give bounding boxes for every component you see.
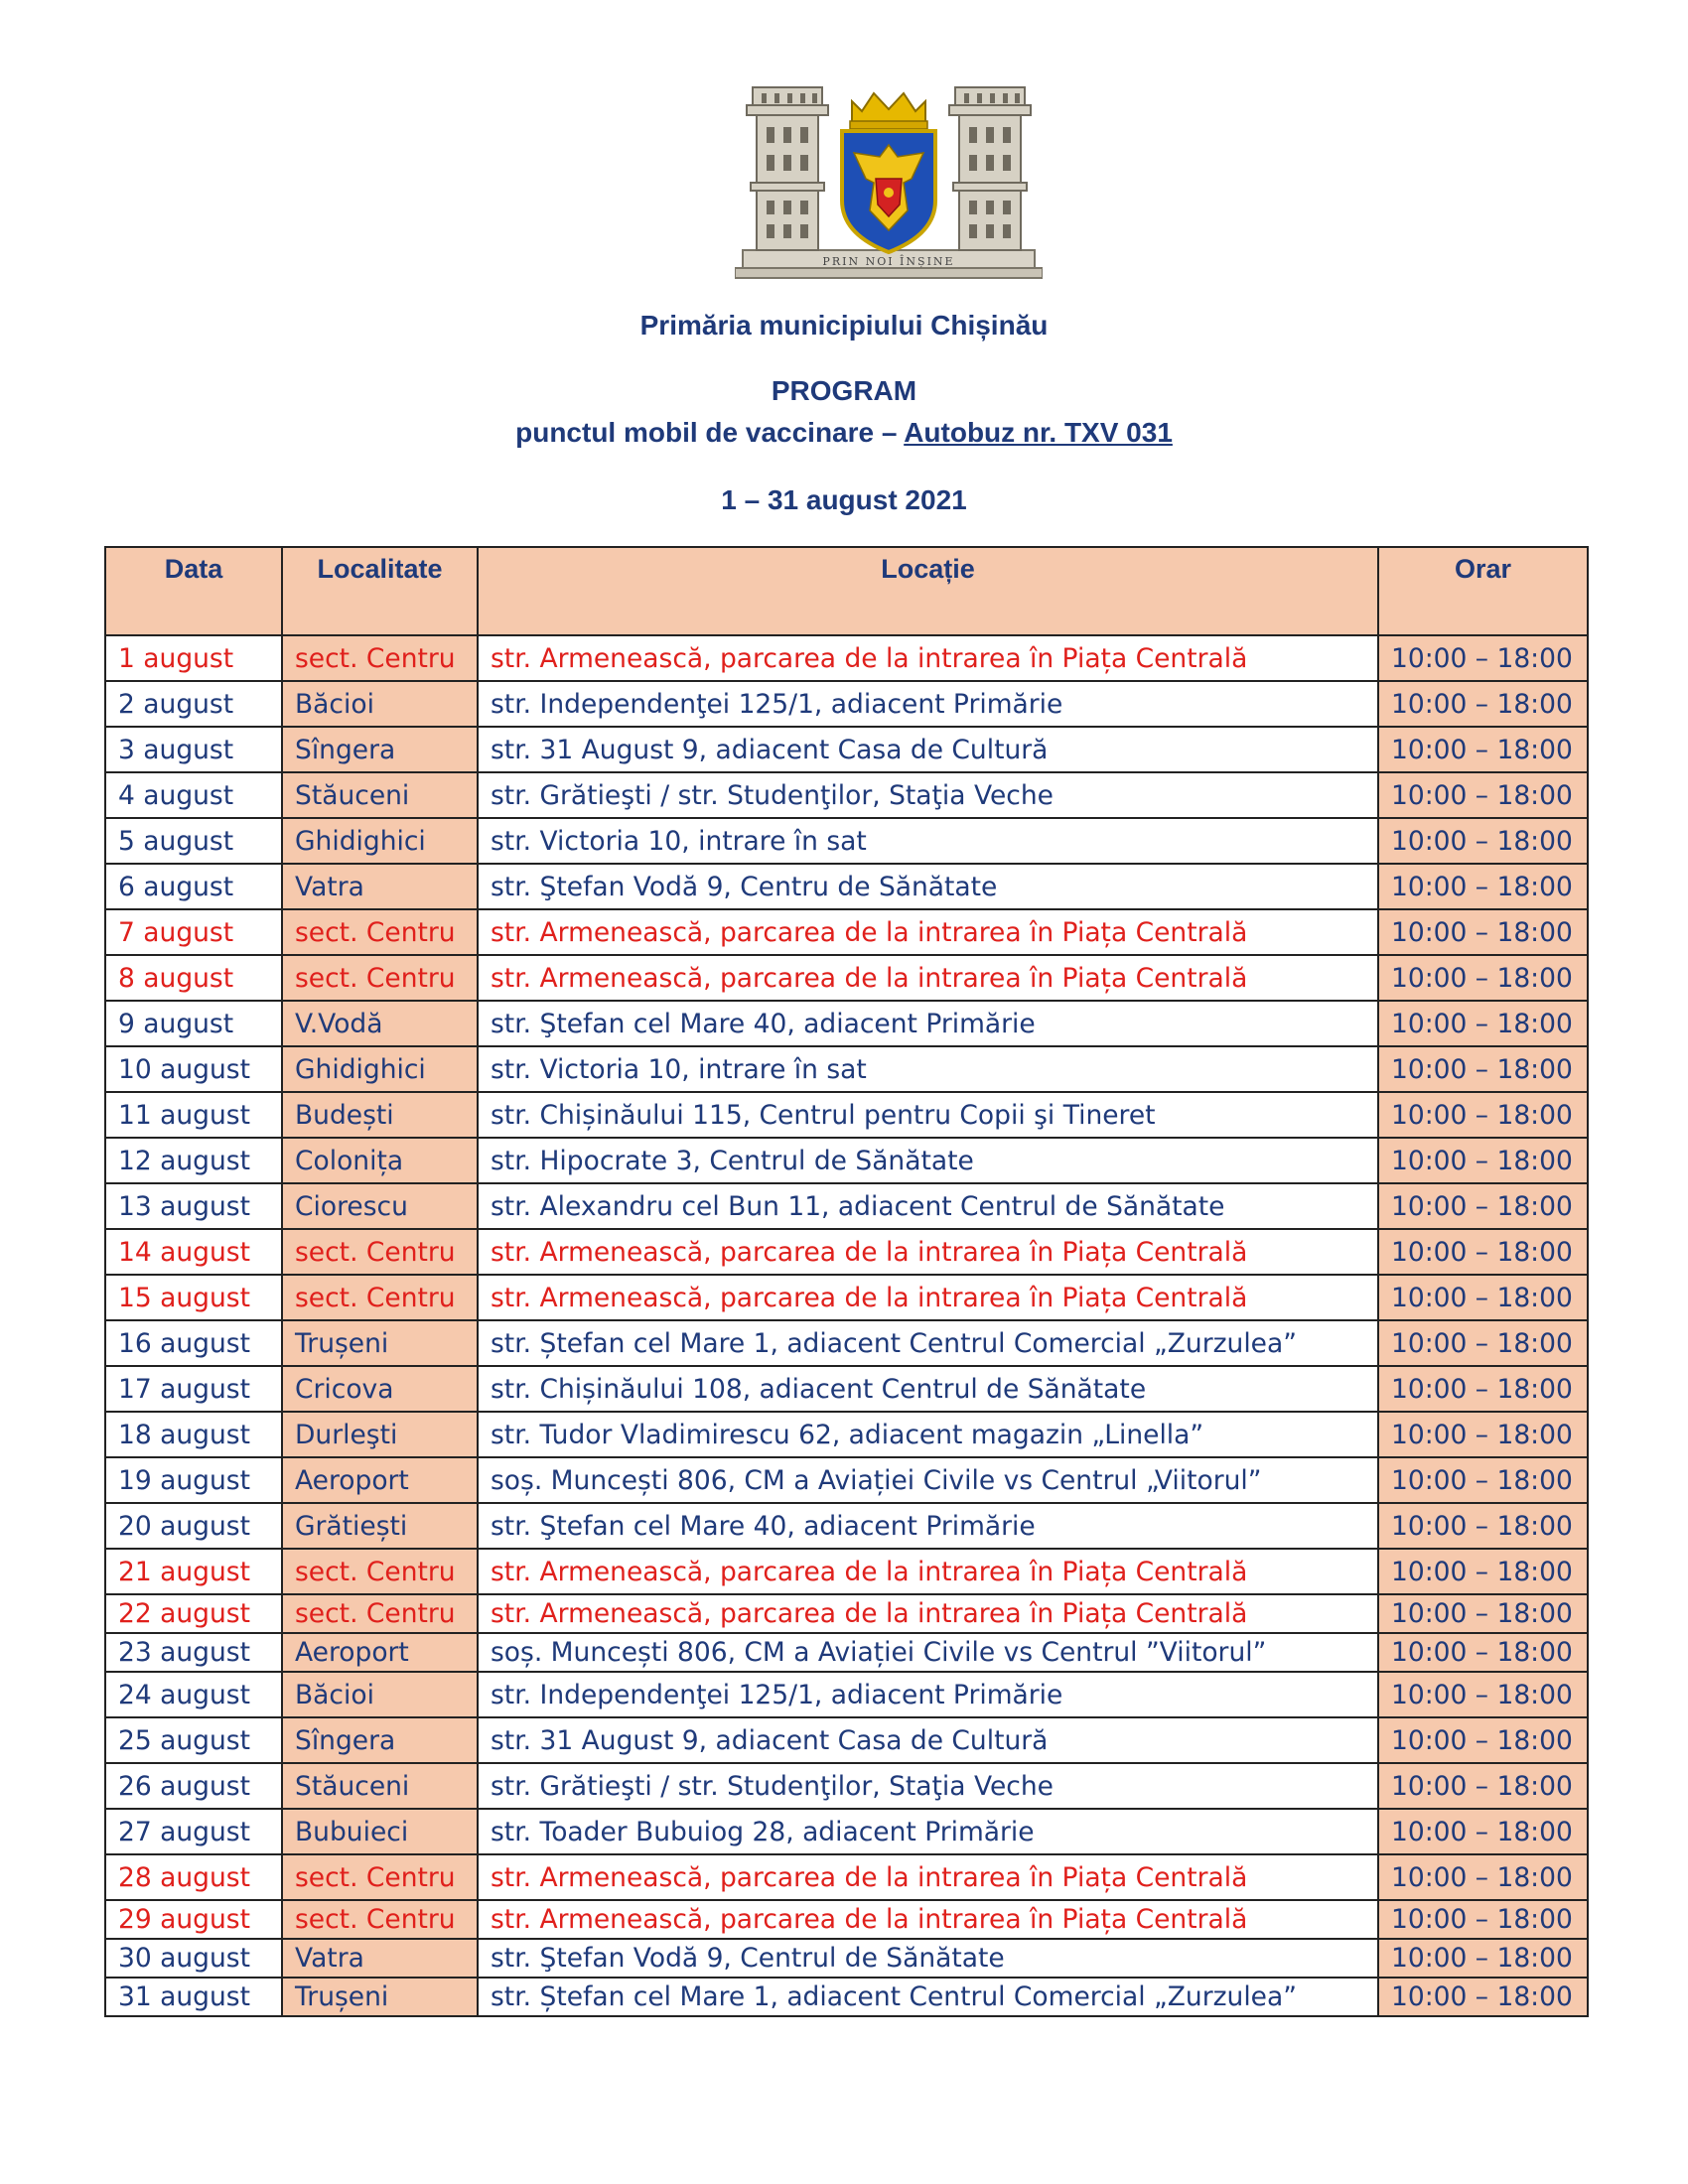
cell-date: 15 august [105, 1275, 282, 1320]
table-row [105, 1183, 1588, 1229]
cell-date: 28 august [105, 1854, 282, 1900]
program-subtitle [0, 417, 1688, 449]
cell-hours: 10:00 – 18:00 [1378, 818, 1588, 864]
cell-location: str. 31 August 9, adiacent Casa de Cultură [478, 727, 1378, 772]
table-row [105, 1138, 1588, 1183]
cell-locality: Trușeni [282, 1978, 478, 2016]
cell-hours: 10:00 – 18:00 [1378, 1412, 1588, 1457]
cell-date: 16 august [105, 1320, 282, 1366]
cell-hours: 10:00 – 18:00 [1378, 1320, 1588, 1366]
cell-date: 7 august [105, 909, 282, 955]
cell-date: 20 august [105, 1503, 282, 1549]
program-label: PROGRAM [771, 375, 917, 406]
cell-location: str. Chișinăului 115, Centrul pentru Copii şi Tineret [478, 1092, 1378, 1138]
cell-location: str. Armenească, parcarea de la intrarea în Piața Centrală [478, 1275, 1378, 1320]
cell-hours: 10:00 – 18:00 [1378, 864, 1588, 909]
cell-date: 3 august [105, 727, 282, 772]
table-row [105, 772, 1588, 818]
cell-date: 18 august [105, 1412, 282, 1457]
table-row [105, 1900, 1588, 1939]
cell-location: str. Ştefan Vodă 9, Centrul de Sănătate [478, 1939, 1378, 1978]
schedule-body [105, 635, 1588, 2016]
cell-location: str. Ştefan cel Mare 40, adiacent Primărie [478, 1503, 1378, 1549]
table-row [105, 1594, 1588, 1633]
cell-location: str. Armenească, parcarea de la intrarea în Piața Centrală [478, 1900, 1378, 1939]
cell-location: soș. Muncești 806, CM a Aviației Civile vs Centrul ”Viitorul” [478, 1633, 1378, 1672]
cell-locality: sect. Centru [282, 635, 478, 681]
bus-number: Autobuz nr. TXV 031 [904, 417, 1173, 448]
cell-date: 17 august [105, 1366, 282, 1412]
cell-location: str. 31 August 9, adiacent Casa de Cultură [478, 1717, 1378, 1763]
cell-locality: sect. Centru [282, 909, 478, 955]
cell-date: 12 august [105, 1138, 282, 1183]
cell-hours: 10:00 – 18:00 [1378, 1503, 1588, 1549]
chisinau-coat-of-arms-icon [735, 83, 1043, 282]
cell-location: str. Ştefan Vodă 9, Centru de Sănătate [478, 864, 1378, 909]
table-row [105, 1549, 1588, 1594]
cell-hours: 10:00 – 18:00 [1378, 1594, 1588, 1633]
cell-location: str. Armenească, parcarea de la intrarea în Piața Centrală [478, 1854, 1378, 1900]
table-row [105, 635, 1588, 681]
cell-locality: sect. Centru [282, 1594, 478, 1633]
cell-hours: 10:00 – 18:00 [1378, 727, 1588, 772]
cell-date: 31 august [105, 1978, 282, 2016]
cell-locality: Budești [282, 1092, 478, 1138]
cell-hours: 10:00 – 18:00 [1378, 1978, 1588, 2016]
table-row [105, 1092, 1588, 1138]
cell-hours: 10:00 – 18:00 [1378, 1900, 1588, 1939]
table-row [105, 1366, 1588, 1412]
table-row [105, 1633, 1588, 1672]
table-row [105, 1672, 1588, 1717]
cell-date: 6 august [105, 864, 282, 909]
cell-locality: sect. Centru [282, 1275, 478, 1320]
cell-hours: 10:00 – 18:00 [1378, 681, 1588, 727]
cell-hours: 10:00 – 18:00 [1378, 1138, 1588, 1183]
cell-date: 24 august [105, 1672, 282, 1717]
cell-locality: Vatra [282, 1939, 478, 1978]
cell-hours: 10:00 – 18:00 [1378, 1229, 1588, 1275]
cell-date: 30 august [105, 1939, 282, 1978]
cell-location: str. Ștefan cel Mare 1, adiacent Centrul Comercial „Zurzulea” [478, 1978, 1378, 2016]
cell-date: 11 august [105, 1092, 282, 1138]
cell-locality: Aeroport [282, 1457, 478, 1503]
cell-hours: 10:00 – 18:00 [1378, 1457, 1588, 1503]
cell-date: 13 august [105, 1183, 282, 1229]
cell-date: 5 august [105, 818, 282, 864]
cell-location: str. Armenească, parcarea de la intrarea în Piața Centrală [478, 635, 1378, 681]
cell-location: str. Armenească, parcarea de la intrarea în Piața Centrală [478, 909, 1378, 955]
table-row [105, 1939, 1588, 1978]
table-row [105, 1717, 1588, 1763]
program-period: 1 – 31 august 2021 [721, 484, 967, 515]
subtitle-prefix: punctul mobil de vaccinare – [515, 417, 905, 448]
cell-date: 25 august [105, 1717, 282, 1763]
cell-hours: 10:00 – 18:00 [1378, 1092, 1588, 1138]
table-row [105, 1763, 1588, 1809]
cell-locality: Băcioi [282, 681, 478, 727]
table-row [105, 727, 1588, 772]
cell-location: str. Toader Bubuiog 28, adiacent Primărie [478, 1809, 1378, 1854]
cell-hours: 10:00 – 18:00 [1378, 1183, 1588, 1229]
cell-date: 27 august [105, 1809, 282, 1854]
table-header-row [105, 547, 1588, 635]
cell-location: str. Victoria 10, intrare în sat [478, 818, 1378, 864]
cell-locality: Băcioi [282, 1672, 478, 1717]
cell-location: str. Armenească, parcarea de la intrarea în Piața Centrală [478, 955, 1378, 1001]
cell-locality: Durleşti [282, 1412, 478, 1457]
cell-date: 2 august [105, 681, 282, 727]
table-row [105, 1320, 1588, 1366]
cell-date: 4 august [105, 772, 282, 818]
cell-hours: 10:00 – 18:00 [1378, 772, 1588, 818]
organization-title: Primăria municipiului Chișinău [639, 310, 1049, 341]
table-row [105, 1457, 1588, 1503]
table-row [105, 864, 1588, 909]
cell-hours: 10:00 – 18:00 [1378, 1001, 1588, 1046]
cell-hours: 10:00 – 18:00 [1378, 909, 1588, 955]
cell-date: 29 august [105, 1900, 282, 1939]
schedule-table [104, 546, 1589, 2017]
cell-date: 1 august [105, 635, 282, 681]
cell-date: 9 august [105, 1001, 282, 1046]
cell-hours: 10:00 – 18:00 [1378, 1717, 1588, 1763]
cell-date: 19 august [105, 1457, 282, 1503]
cell-locality: sect. Centru [282, 1854, 478, 1900]
cell-location: str. Armenească, parcarea de la intrarea în Piața Centrală [478, 1229, 1378, 1275]
cell-locality: Cricova [282, 1366, 478, 1412]
emblem-motto: PRIN NOI ÎNȘINE [822, 255, 955, 268]
cell-locality: Aeroport [282, 1633, 478, 1672]
cell-locality: Vatra [282, 864, 478, 909]
cell-locality: sect. Centru [282, 1229, 478, 1275]
cell-location: str. Armenească, parcarea de la intrarea în Piața Centrală [478, 1594, 1378, 1633]
cell-locality: Bubuieci [282, 1809, 478, 1854]
table-row [105, 1001, 1588, 1046]
cell-location: str. Ştefan cel Mare 40, adiacent Primărie [478, 1001, 1378, 1046]
cell-hours: 10:00 – 18:00 [1378, 1763, 1588, 1809]
cell-date: 8 august [105, 955, 282, 1001]
cell-hours: 10:00 – 18:00 [1378, 635, 1588, 681]
cell-hours: 10:00 – 18:00 [1378, 955, 1588, 1001]
table-row [105, 818, 1588, 864]
cell-date: 14 august [105, 1229, 282, 1275]
cell-location: str. Ștefan cel Mare 1, adiacent Centrul Comercial „Zurzulea” [478, 1320, 1378, 1366]
column-header-location: Locație [478, 547, 1378, 635]
cell-locality: Ciorescu [282, 1183, 478, 1229]
cell-locality: Trușeni [282, 1320, 478, 1366]
cell-location: soș. Muncești 806, CM a Aviației Civile vs Centrul „Viitorul” [478, 1457, 1378, 1503]
cell-locality: Stăuceni [282, 772, 478, 818]
cell-locality: Sîngera [282, 727, 478, 772]
table-row [105, 1046, 1588, 1092]
cell-locality: sect. Centru [282, 955, 478, 1001]
cell-hours: 10:00 – 18:00 [1378, 1366, 1588, 1412]
column-header-hours: Orar [1378, 547, 1588, 635]
cell-location: str. Independenţei 125/1, adiacent Primărie [478, 681, 1378, 727]
cell-locality: Ghidighici [282, 1046, 478, 1092]
cell-date: 22 august [105, 1594, 282, 1633]
cell-location: str. Grătieşti / str. Studenţilor, Staţia Veche [478, 1763, 1378, 1809]
cell-date: 10 august [105, 1046, 282, 1092]
cell-location: str. Tudor Vladimirescu 62, adiacent magazin „Linella” [478, 1412, 1378, 1457]
table-row [105, 1854, 1588, 1900]
cell-location: str. Chișinăului 108, adiacent Centrul de Sănătate [478, 1366, 1378, 1412]
cell-date: 21 august [105, 1549, 282, 1594]
cell-location: str. Grătieşti / str. Studenţilor, Staţia Veche [478, 772, 1378, 818]
cell-hours: 10:00 – 18:00 [1378, 1809, 1588, 1854]
column-header-date: Data [105, 547, 282, 635]
table-row [105, 1809, 1588, 1854]
cell-date: 23 august [105, 1633, 282, 1672]
cell-locality: Ghidighici [282, 818, 478, 864]
cell-locality: sect. Centru [282, 1549, 478, 1594]
cell-locality: sect. Centru [282, 1900, 478, 1939]
cell-hours: 10:00 – 18:00 [1378, 1275, 1588, 1320]
cell-location: str. Victoria 10, intrare în sat [478, 1046, 1378, 1092]
cell-location: str. Alexandru cel Bun 11, adiacent Centrul de Sănătate [478, 1183, 1378, 1229]
cell-locality: Grătiești [282, 1503, 478, 1549]
cell-locality: V.Vodă [282, 1001, 478, 1046]
cell-hours: 10:00 – 18:00 [1378, 1672, 1588, 1717]
table-row [105, 681, 1588, 727]
table-row [105, 1412, 1588, 1457]
cell-location: str. Hipocrate 3, Centrul de Sănătate [478, 1138, 1378, 1183]
cell-hours: 10:00 – 18:00 [1378, 1633, 1588, 1672]
cell-hours: 10:00 – 18:00 [1378, 1046, 1588, 1092]
table-row [105, 1275, 1588, 1320]
cell-locality: Sîngera [282, 1717, 478, 1763]
cell-locality: Colonița [282, 1138, 478, 1183]
table-row [105, 1978, 1588, 2016]
cell-hours: 10:00 – 18:00 [1378, 1939, 1588, 1978]
cell-location: str. Independenţei 125/1, adiacent Primărie [478, 1672, 1378, 1717]
table-row [105, 909, 1588, 955]
table-row [105, 1503, 1588, 1549]
cell-location: str. Armenească, parcarea de la intrarea în Piața Centrală [478, 1549, 1378, 1594]
table-row [105, 955, 1588, 1001]
cell-hours: 10:00 – 18:00 [1378, 1549, 1588, 1594]
table-row [105, 1229, 1588, 1275]
cell-hours: 10:00 – 18:00 [1378, 1854, 1588, 1900]
cell-locality: Stăuceni [282, 1763, 478, 1809]
cell-date: 26 august [105, 1763, 282, 1809]
column-header-locality: Localitate [282, 547, 478, 635]
